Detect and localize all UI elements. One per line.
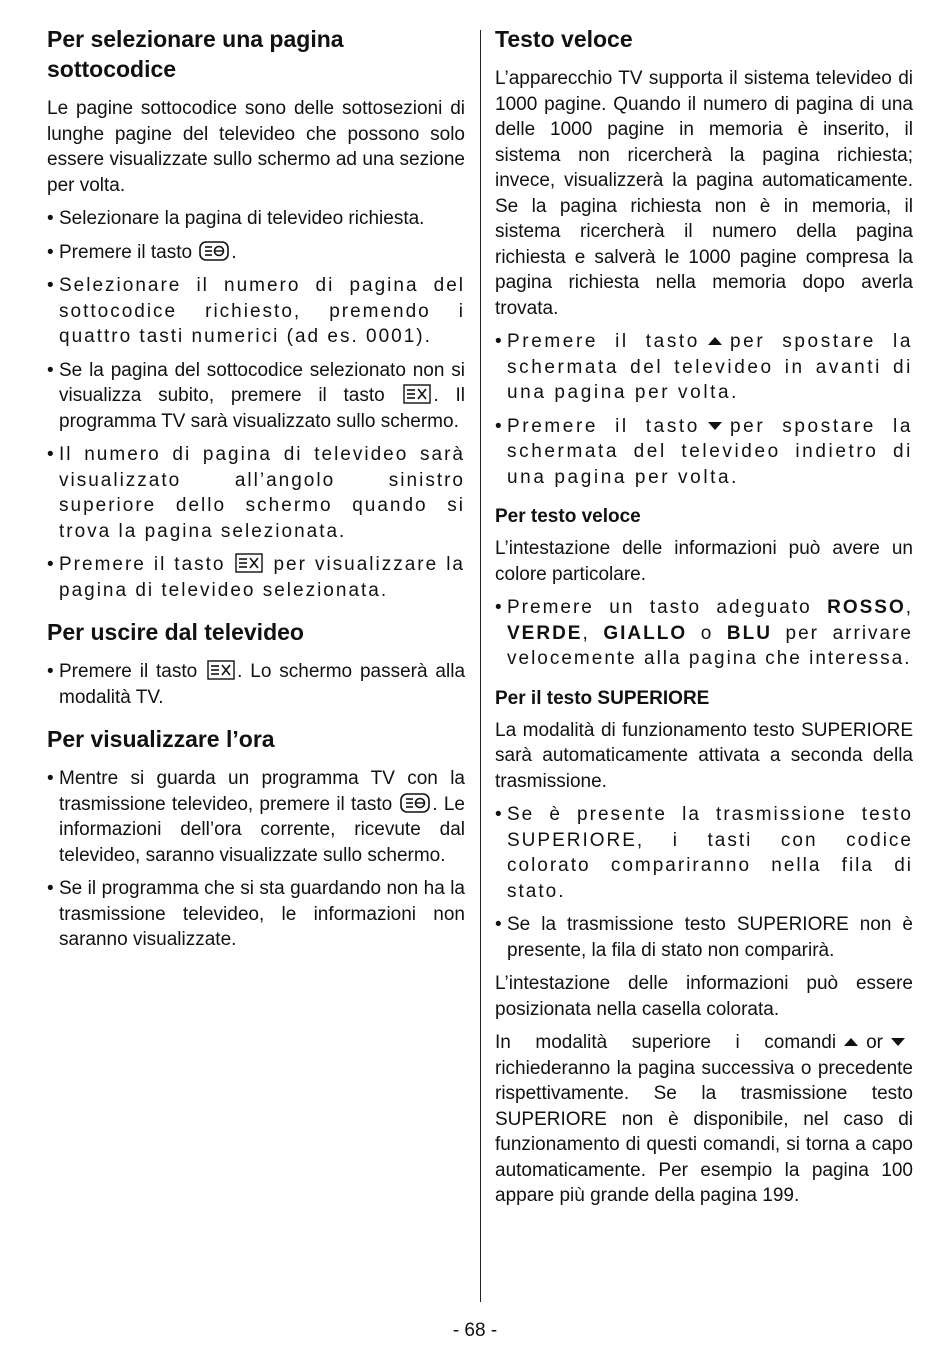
top-text-header-note: L’intestazione delle informazioni può essere posizionata nella casella colorata.: [495, 973, 913, 1020]
teletext-cancel-icon: [403, 384, 431, 404]
section-top-text: [495, 686, 913, 1209]
list-item: • Se il programma che si sta guardando non ha la trasmissione televideo, le informazioni non saranno visualizzate.: [47, 878, 465, 950]
keyword-green: VERDE: [507, 622, 583, 644]
heading-exit-teletext: Per uscire dal televideo: [47, 619, 304, 645]
heading-subcode-page: [47, 24, 465, 84]
fast-text-steps: [495, 329, 913, 490]
list-item: • Premere il tasto .: [47, 241, 237, 263]
list-item: • Se la pagina del sottocodice selezionato non si visualizza subito, premere il tasto . Il programma TV sarà visualizzato sullo schermo.: [47, 359, 465, 432]
per-fast-text-intro: L’intestazione delle informazioni può avere un colore particolare.: [495, 538, 913, 585]
list-item: • Premere un tasto adeguato ROSSO, VERDE, GIALLO o BLU per arrivare velocemente alla pagina che interessa.: [495, 597, 914, 669]
subcode-steps: [47, 206, 465, 603]
list-item: • Se la trasmissione testo SUPERIORE non è presente, la fila di stato non comparirà.: [495, 914, 913, 961]
list-item: • Premere il tasto per spostare la schermata del televideo indietro di una pagina per volta.: [495, 415, 913, 488]
teletext-reveal-icon: [199, 241, 229, 261]
triangle-up-icon: [844, 1038, 858, 1046]
list-item: • Mentre si guarda un programma TV con la trasmissione televideo, premere il tasto . Le informazioni dell’ora corrente, ricevute dal televideo, saranno visualizzate sullo schermo.: [47, 768, 465, 866]
heading-top-text: Per il testo SUPERIORE: [495, 687, 710, 709]
fast-text-intro: L’apparecchio TV supporta il sistema televideo di 1000 pagine. Quando il numero di pagina di una delle 1000 pagine in memoria è inserito, il sistema non ricercherà la pagina richiesta; invece, visualizzerà la pagina automaticamente. Se la pagina richiesta non è in memoria, il sistema ricercherà il numero della pagina richiesta e salverà le 1000 pagine compresa la pagina richiesta nella memoria dopo averla trovata.: [495, 68, 913, 319]
page-number: - 68 -: [452, 1320, 498, 1341]
heading-line-1: Per selezionare una pagina: [47, 26, 344, 52]
right-column: [495, 24, 913, 1223]
triangle-down-icon: [891, 1038, 905, 1046]
teletext-cancel-icon: [235, 553, 263, 573]
section-show-time: [47, 724, 465, 953]
list-item: • Selezionare la pagina di televideo richiesta.: [47, 208, 425, 229]
triangle-up-icon: [708, 337, 722, 345]
keyword-red: ROSSO: [827, 597, 906, 618]
keyword-blue: BLU: [726, 622, 772, 644]
top-text-intro: La modalità di funzionamento testo SUPERIORE sarà automaticamente attivata a seconda della trasmissione.: [495, 719, 913, 792]
heading-fast-text: Testo veloce: [495, 26, 633, 52]
list-item: • Se è presente la trasmissione testo SUPERIORE, i tasti con codice colorato compariranno nella fila di stato.: [495, 804, 913, 902]
list-item: • Premere il tasto . Lo schermo passerà alla modalità TV.: [47, 661, 466, 708]
section-per-fast-text: [495, 504, 913, 672]
section-exit-teletext: [47, 617, 465, 710]
heading-line-2: sottocodice: [47, 56, 177, 82]
time-steps: [47, 766, 465, 953]
per-fast-text-steps: [495, 595, 913, 672]
section-fast-text: [495, 24, 913, 490]
heading-show-time: Per visualizzare l’ora: [47, 726, 275, 752]
triangle-down-icon: [708, 422, 722, 430]
heading-per-fast-text: Per testo veloce: [495, 506, 641, 527]
list-item: • Premere il tasto per spostare la schermata del televideo in avanti di una pagina per volta.: [495, 331, 913, 403]
teletext-reveal-icon: [400, 793, 430, 813]
top-text-steps: [495, 802, 913, 963]
keyword-yellow: GIALLO: [603, 622, 688, 644]
section-subcode-page: [47, 24, 465, 603]
left-column: [47, 24, 465, 967]
list-item: • Premere il tasto per visualizzare la pagina di televideo selezionata.: [47, 554, 465, 601]
top-text-commands: In modalità superiore i comandi orrichiederanno la pagina successiva o precedente rispettivamente. Se la trasmissione testo SUPERIORE non è disponibile, nel caso di funzionamento di questi comandi, si torna a capo automaticamente. Per esempio la pagina 100 appare più grande della pagina 199.: [495, 1032, 913, 1206]
subcode-intro: Le pagine sottocodice sono delle sottosezioni di lunghe pagine del televideo che possono solo essere visualizzate sullo schermo ad una sezione per volta.: [47, 98, 465, 196]
list-item: • Selezionare il numero di pagina del sottocodice richiesto, premendo i quattro tasti numerici (ad es. 0001).: [47, 275, 465, 347]
list-item: • Il numero di pagina di televideo sarà visualizzato all’angolo sinistro superiore dello schermo quando si trova la pagina selezionata.: [47, 444, 465, 542]
teletext-cancel-icon: [207, 660, 235, 680]
column-divider: [480, 30, 481, 1302]
exit-steps: [47, 659, 465, 710]
